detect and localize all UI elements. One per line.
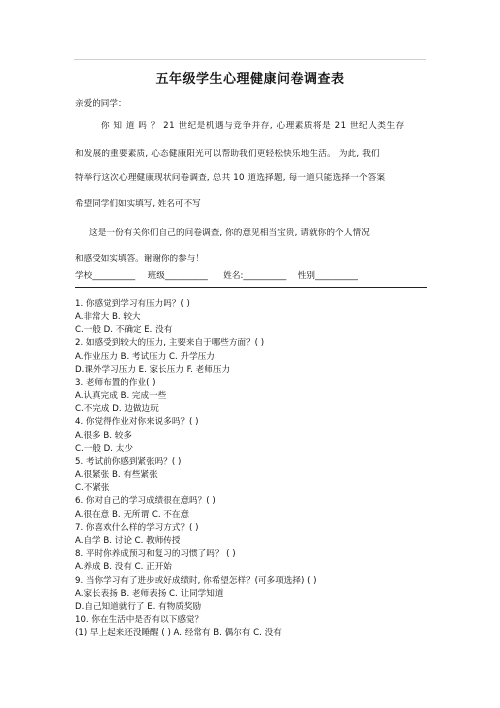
- question-line: A.作业压力 B. 考试压力 C. 升学压力: [75, 352, 215, 362]
- question-line: C.一般 D. 不确定 E. 没有: [75, 325, 173, 335]
- question-line: 3. 老师布置的作业( ): [75, 378, 156, 388]
- info-divider: [75, 287, 427, 288]
- intro-line-4: 希望同学们如实填写, 姓名可不写: [75, 199, 201, 209]
- greeting: 亲爱的同学：: [75, 99, 127, 109]
- question-line: (1) 早上起来还没睡醒 ( ) A. 经常有 B. 偶尔有 C. 没有: [75, 628, 282, 638]
- grade-field[interactable]: 班级__________: [147, 271, 208, 281]
- question-line: C.不紧张: [75, 483, 110, 493]
- gender-field[interactable]: 性别__________: [297, 271, 358, 281]
- question-line: A.养成 B. 没有 C. 正开始: [75, 562, 172, 572]
- question-line: A.很在意 B. 无所谓 C. 不在意: [75, 510, 190, 520]
- student-info-row: [75, 271, 427, 281]
- question-line: 6. 你对自己的学习成绩很在意吗？( ): [75, 496, 216, 506]
- question-line: 7. 你喜欢什么样的学习方式？( ): [75, 523, 199, 533]
- question-line: A.很紧张 B. 有些紧张: [75, 470, 158, 480]
- question-line: 9. 当你学习有了进步或好成绩时, 你希望怎样？(可多项选择) ( ): [75, 576, 317, 586]
- question-line: 10. 你在生活中是否有以下感觉？: [75, 615, 204, 625]
- intro-line-5: 这是一份有关你们自己的问卷调查, 你的意见相当宝贵, 请就你的个人情况: [89, 228, 370, 238]
- intro-line-3: 特举行这次心理健康现状问卷调查, 总共 10 道选择题, 每一道只能选择一个答案: [75, 173, 386, 183]
- intro-line-1: 你 知 道 吗 ？ 21 世纪是机遇与竞争并存, 心理素质将是 21 世纪人类生存: [101, 121, 405, 131]
- question-line: D.课外学习压力 E. 家长压力 F. 老师压力: [75, 365, 231, 375]
- intro-line-6: 和感受如实填答。谢谢你的参与！: [75, 254, 204, 264]
- question-line: 4. 你觉得作业对你来说多吗？( ): [75, 417, 199, 427]
- school-field[interactable]: 学校__________: [75, 271, 136, 281]
- question-line: D.自己知道就行了 E. 有物质奖励: [75, 602, 202, 612]
- question-line: A.非常大 B. 较大: [75, 312, 141, 322]
- question-line: C.一般 D. 太少: [75, 444, 133, 454]
- question-line: A.自学 B. 讨论 C. 教师传授: [75, 536, 181, 546]
- question-line: 8. 平时你养成预习和复习的习惯了吗？ ( ): [75, 549, 236, 559]
- question-line: C.不完成 D. 边做边玩: [75, 404, 159, 414]
- name-field[interactable]: 姓名:__________: [223, 271, 287, 281]
- question-line: A.认真完成 B. 完成一些: [75, 391, 167, 401]
- question-line: 1. 你感觉到学习有压力吗？( ): [75, 299, 190, 309]
- page-title: 五年级学生心理健康问卷调查表: [155, 72, 345, 87]
- intro-line-2: 和发展的重要素质, 心态健康阳光可以帮助我们更轻松快乐地生活。 为此, 我们: [75, 149, 380, 159]
- top-divider: [74, 59, 426, 60]
- question-line: A.很多 B. 较多: [75, 431, 132, 441]
- question-line: 2. 如感受到较大的压力, 主要来自于哪些方面？( ): [75, 338, 265, 348]
- question-line: A.家长表扬 B. 老师表扬 C. 让同学知道: [75, 589, 224, 599]
- question-line: 5. 考试前你感到紧张吗？( ): [75, 457, 182, 467]
